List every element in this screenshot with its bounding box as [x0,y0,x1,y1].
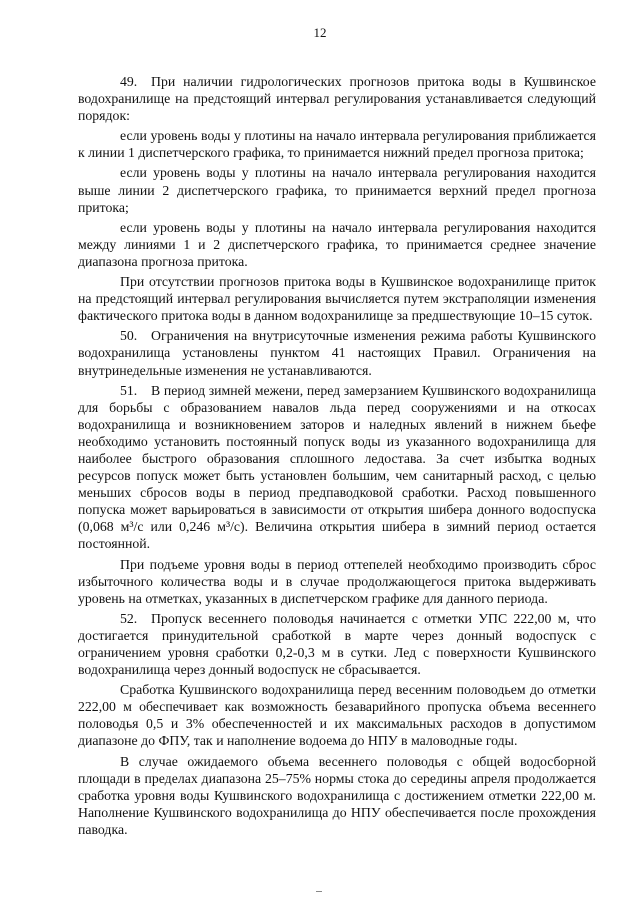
paragraph-49-case-upper: если уровень воды у плотины на начало интервала регулирования находится выше линии 2 диспетчерского графика, то принимается верхний предел прогноза притока; [78,165,596,215]
document-body [78,73,596,838]
page-number: 12 [313,25,327,40]
paragraph-49-case-lower: если уровень воды у плотины на начало интервала регулирования приближается к линии 1 диспетчерского графика, то принимается нижний предел прогноза притока; [78,128,596,161]
paragraph-50: 50. Ограничения на внутрисуточные изменения режима работы Кушвинского водохранилища установлены пунктом 41 настоящих Правил. Ограничения на внутринедельные изменения не устанавливаются. [78,328,596,378]
paragraph-51: 51. В период зимней межени, перед замерзанием Кушвинского водохранилища для борьбы с образованием навалов льда перед сооружениями и на откосах водохранилища и возникновением заторов и наледных явлений в нижнем бьефе необходимо установить постоянный попуск воды из указанного водохранилища для наиболее быстрого образования сплошного ледостава. За счет избытка водных ресурсов попуск может быть установлен большим, чем санитарный расход, с целью меньших сбросов воды в период предпаводковой сработки. Расход повышенного попуска может варьироваться в зависимости от открытия шибера донного водоспуска (0,068 м³/с или 0,246 м³/с). Величина открытия шибера в зимний период остается постоянной. [78,382,596,552]
paragraph-51-thaw: При подъеме уровня воды в период оттепелей необходимо производить сброс избыточного количества воды и в случае продолжающегося притока выдерживать уровень на отметках, указанных в диспетчерском графике для данного периода. [78,556,596,606]
footer-mark [316,891,322,892]
paragraph-49-no-forecast: При отсутствии прогнозов притока воды в Кушвинское водохранилище приток на предстоящий интервал регулирования вычисляется путем экстраполяции изменения фактического притока воды в данном водохранилище за предшествующие 10–15 суток. [78,274,596,324]
paragraph-49: 49. При наличии гидрологических прогнозов притока воды в Кушвинское водохранилище на предстоящий интервал регулирования устанавливается следующий порядок: [78,74,596,124]
paragraph-52: 52. Пропуск весеннего половодья начинается с отметки УПС 222,00 м, что достигается принудительной сработкой в марте через донный водоспуск с ограничением уровня сработки 0,2-0,3 м в сутки. Лед с поверхности Кушвинского водохранилища через донный водоспуск не сбрасывается. [78,610,596,678]
paragraph-52-drawdown: Сработка Кушвинского водохранилища перед весенним половодьем до отметки 222,00 м обеспечивает как возможность безаварийного пропуска объема весеннего половодья 0,5 и 3% обеспеченностей и их максимальных расходов в допустимом диапазоне до ФПУ, так и наполнение водоема до НПУ в маловодные годы. [78,682,596,749]
paragraph-49-case-mean: если уровень воды у плотины на начало интервала регулирования находится между линиями 1 и 2 диспетчерского графика, то принимается среднее значение диапазона прогноза притока. [78,219,596,269]
paragraph-52-expected-volume: В случае ожидаемого объема весеннего половодья с общей водосборной площади в пределах диапазона 25–75% нормы стока до середины апреля продолжается сработка уровня воды Кушвинского водохранилища с достижением отметки 222,00 м. Наполнение Кушвинского водохранилища до НПУ обеспечивается после прохождения паводка. [78,753,596,837]
